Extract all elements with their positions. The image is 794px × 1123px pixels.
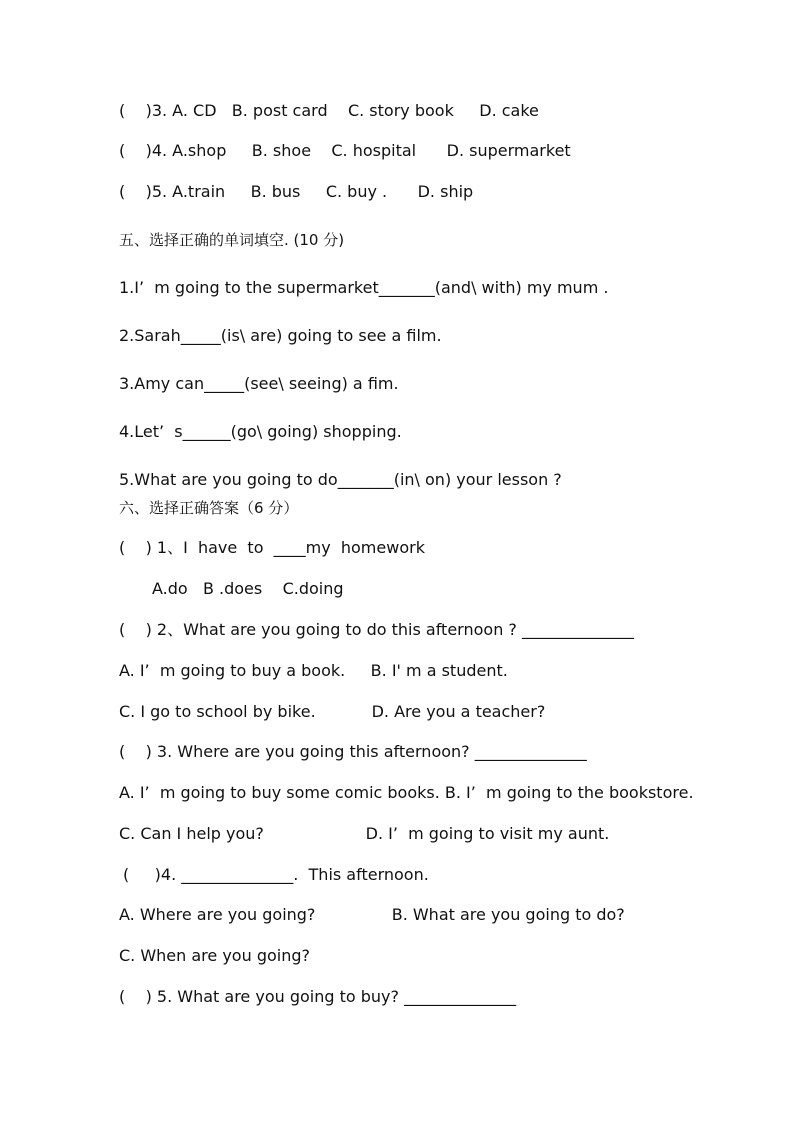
section6-question-1-options: A.do B .does C.doing bbox=[152, 579, 344, 598]
section6-question-5: ( ) 5. What are you going to buy? ______________ bbox=[119, 987, 517, 1006]
section5-item-3: 3.Amy can_____(see\ seeing) a fim. bbox=[119, 374, 399, 393]
section5-item-1: 1.I’ m going to the supermarket_______(and\ with) my mum . bbox=[119, 278, 609, 297]
section5-item-4: 4.Let’ s______(go\ going) shopping. bbox=[119, 422, 402, 441]
section5-item-5: 5.What are you going to do_______(in\ on) your lesson ? bbox=[119, 470, 562, 489]
section6-question-3-options-ab: A. I’ m going to buy some comic books. B. I’ m going to the bookstore. bbox=[119, 783, 694, 802]
section6-question-2-options-cd: C. I go to school by bike. D. Are you a teacher? bbox=[119, 702, 546, 721]
section4-item-5: ( )5. A.train B. bus C. buy . D. ship bbox=[119, 182, 474, 201]
section6-question-4-options-c: C. When are you going? bbox=[119, 946, 310, 965]
section6-question-2: ( ) 2、What are you going to do this afternoon ? ______________ bbox=[119, 620, 634, 639]
section6-question-1: ( ) 1、I have to ____my homework bbox=[119, 538, 425, 557]
section6-question-2-options-ab: A. I’ m going to buy a book. B. I' m a student. bbox=[119, 661, 508, 680]
section6-question-3: ( ) 3. Where are you going this afternoon? ______________ bbox=[119, 742, 587, 761]
section6-question-3-options-cd: C. Can I help you? D. I’ m going to visit my aunt. bbox=[119, 824, 610, 843]
section5-heading: 五、选择正确的单词填空. (10 分) bbox=[119, 231, 345, 249]
section4-item-4: ( )4. A.shop B. shoe C. hospital D. supermarket bbox=[119, 141, 571, 160]
section6-heading: 六、选择正确答案（6 分） bbox=[119, 499, 299, 517]
section6-question-4-options-ab: A. Where are you going? B. What are you going to do? bbox=[119, 905, 625, 924]
section6-question-4: ( )4. ______________. This afternoon. bbox=[123, 865, 429, 884]
section5-item-2: 2.Sarah_____(is\ are) going to see a film. bbox=[119, 326, 442, 345]
section4-item-3: ( )3. A. CD B. post card C. story book D. cake bbox=[119, 101, 539, 120]
